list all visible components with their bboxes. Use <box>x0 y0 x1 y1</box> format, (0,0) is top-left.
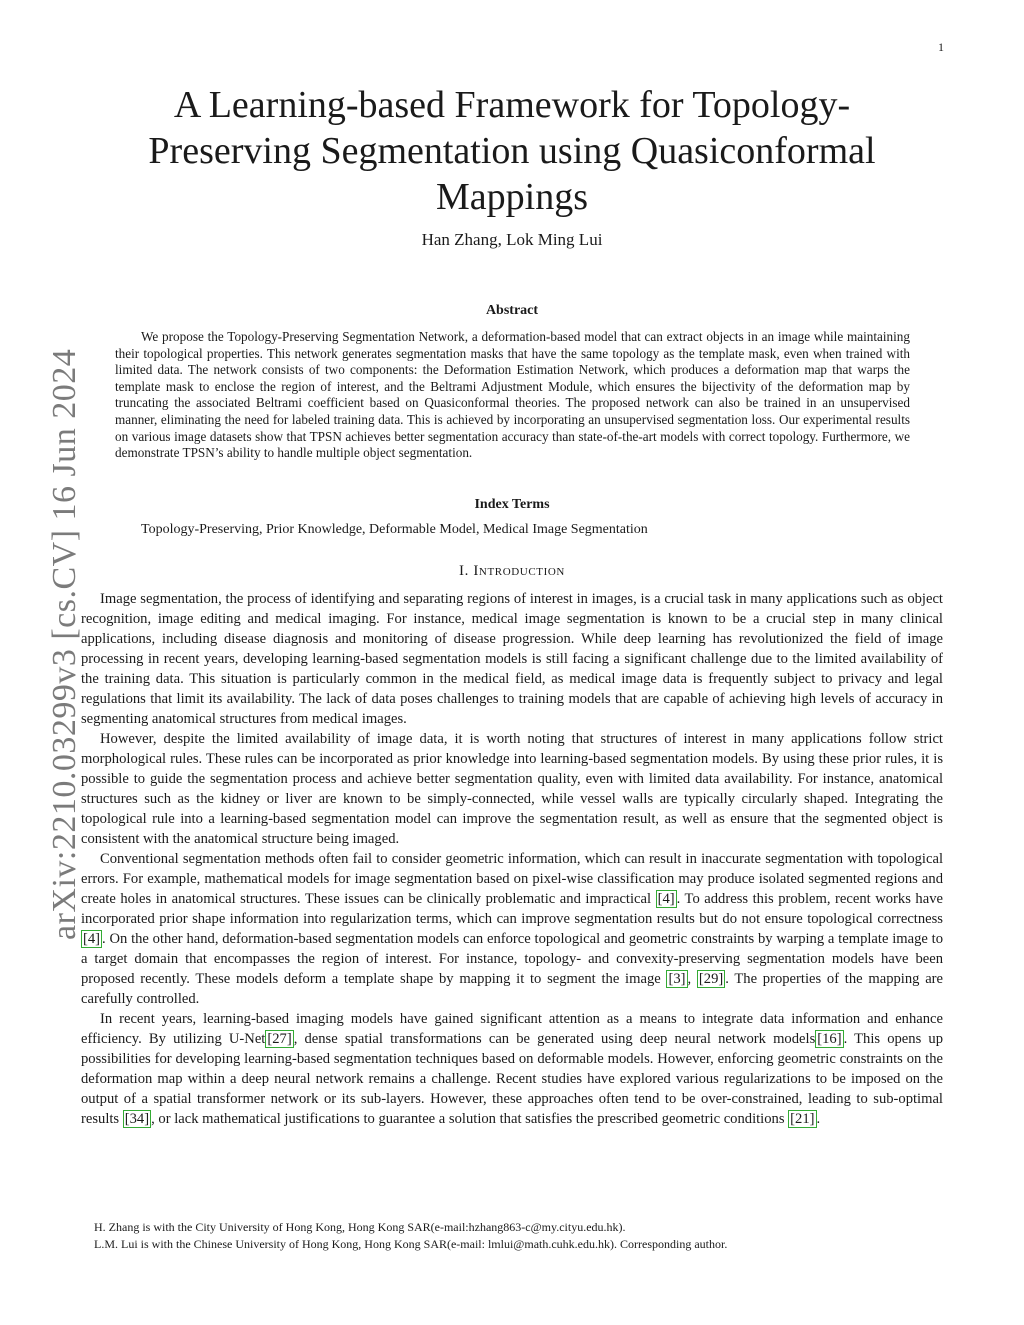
paper-title: A Learning-based Framework for Topology-Preserving Segmentation using Quasiconformal Mappings <box>148 84 876 218</box>
intro-paragraph-2: However, despite the limited availability of image data, it is worth noting that structures of interest in many applications follow strict morphological rules. These rules can be incorporated as prior knowledge into learning-based segmentation models. By using these prior rules, it is possible to guide the segmentation process and achieve better segmentation quality, even with limited data availability. For instance, anatomical structures such as the kidney or liver are known to be simply-connected, while vessel walls are typically circularly shaped. Integrating the topological rule into a learning-based segmentation model can improve the segmentation result, as well as ensure that the segmented object is consistent with the anatomical structure being imaged. <box>81 731 943 847</box>
citation-link-21[interactable]: [21] <box>790 1111 815 1127</box>
citation-link-34[interactable]: [34] <box>124 1111 150 1127</box>
text-run: , or lack mathematical justifications to guarantee a solution that satisfies the prescribed geometric conditions <box>151 1111 789 1127</box>
footnotes <box>94 1219 727 1253</box>
footnote-lui: L.M. Lui is with the Chinese University of Hong Kong, Hong Kong SAR(e-mail: lmlui@math.cuhk.edu.hk). Corresponding author. <box>94 1237 728 1251</box>
citation-link-4[interactable]: [4] <box>657 891 675 907</box>
intro-paragraph-4 <box>81 1009 943 1129</box>
text-run: . To address this problem, recent works have incorporated prior shape information into regularization terms, which can improve segmentation results but do not ensure topological correctness <box>81 891 943 927</box>
citation-link-4[interactable]: [4] <box>83 931 101 947</box>
text-run: . On the other hand, deformation-based segmentation models can enforce topological and geometric constraints by warping a template image to a target domain that encompasses the region of interest. For instance, topology- and convexity-preserving segmentation models have been proposed recently. These models deform a template shape by mapping it to segment the image <box>81 931 943 987</box>
citation-link-16[interactable]: [16] <box>817 1031 842 1047</box>
section-heading-introduction <box>100 563 924 580</box>
intro-paragraph-3 <box>81 849 943 1009</box>
abstract-text: We propose the Topology-Preserving Segmentation Network, a deformation-based model that can extract objects in an image while maintaining their topological properties. This network generates segmentation masks that have the same topology as the template mask, even when trained with limited data. The network consists of two components: the Deformation Estimation Network, which produces a deformation map that warps the template mask to enclose the region of interest, and the Beltrami Adjustment Module, which ensures the bijectivity of the deformation map by truncating the associated Beltrami coefficient based on Quasiconformal theories. The proposed network can also be trained in an unsupervised manner, eliminating the need for labeled training data. This is achieved by incorporating an unsupervised segmentation loss. Our experimental results on various image datasets show that TPSN achieves better segmentation accuracy than state-of-the-art models with correct topology. Furthermore, we demonstrate TPSN’s ability to handle multiple object segmentation. <box>115 329 910 461</box>
text-run: , dense spatial transformations can be generated using deep neural network models <box>293 1031 816 1047</box>
section-title: Introduction <box>473 563 565 579</box>
paper-authors: Han Zhang, Lok Ming Lui <box>421 230 603 249</box>
text-run: In recent years, learning-based imaging models have gained significant attention as a means to integrate data information and enhance efficiency. By utilizing U-Net <box>81 1011 943 1047</box>
arxiv-side-stamp[interactable]: arXiv:2210.03299v3 [cs.CV] 16 Jun 2024 <box>46 348 83 940</box>
page-number: 1 <box>938 40 944 54</box>
abstract-heading: Abstract <box>485 303 539 318</box>
text-run: . This opens up possibilities for developing learning-based segmentation techniques based on deformable models. However, enforcing geometric constraints on the deformation map within a deep neural network remains a challenge. Recent studies have explored various regularizations to be imposed on the output of a spatial transformer network or its sub-layers. However, these approaches often tend to be over-constrained, leading to sub-optimal results <box>81 1031 943 1127</box>
text-run: Conventional segmentation methods often fail to consider geometric information, which can result in inaccurate segmentation with topological errors. For example, mathematical models for image segmentation based on pixel-wise classification may produce isolated segmented regions and create holes in anatomical structures. These issues can be clinically problematic and impractical <box>81 851 943 907</box>
text-run: , <box>687 971 697 987</box>
index-terms-heading: Index Terms <box>474 497 550 512</box>
section-number: I. <box>459 563 469 579</box>
footnote-zhang: H. Zhang is with the City University of Hong Kong, Hong Kong SAR(e-mail:hzhang863-c@my.cityu.edu.hk). <box>94 1220 626 1234</box>
citation-link-27[interactable]: [27] <box>267 1031 292 1047</box>
citation-link-3[interactable]: [3] <box>668 971 686 987</box>
index-terms-text: Topology-Preserving, Prior Knowledge, Deformable Model, Medical Image Segmentation <box>141 522 648 537</box>
introduction-body <box>81 589 943 1129</box>
text-run: . The properties of the mapping are carefully controlled. <box>81 971 944 1007</box>
citation-link-29[interactable]: [29] <box>698 971 724 987</box>
intro-paragraph-1: Image segmentation, the process of identifying and separating regions of interest in images, is a crucial task in many applications such as object recognition, image editing and medical imaging. For instance, medical image segmentation is known to be a crucial step in many clinical applications, including disease diagnosis and monitoring of disease progression. While deep learning has revolutionized the field of image processing in recent years, developing learning-based segmentation models is still facing a significant challenge due to the limited availability of the training data. This situation is particularly common in the medical field, as medical image data is frequently subject to privacy and legal regulations that limit its availability. The lack of data poses challenges to training models that are capable of achieving high levels of accuracy in segmenting anatomical structures from medical images. <box>81 591 943 727</box>
text-run: . <box>816 1111 821 1127</box>
